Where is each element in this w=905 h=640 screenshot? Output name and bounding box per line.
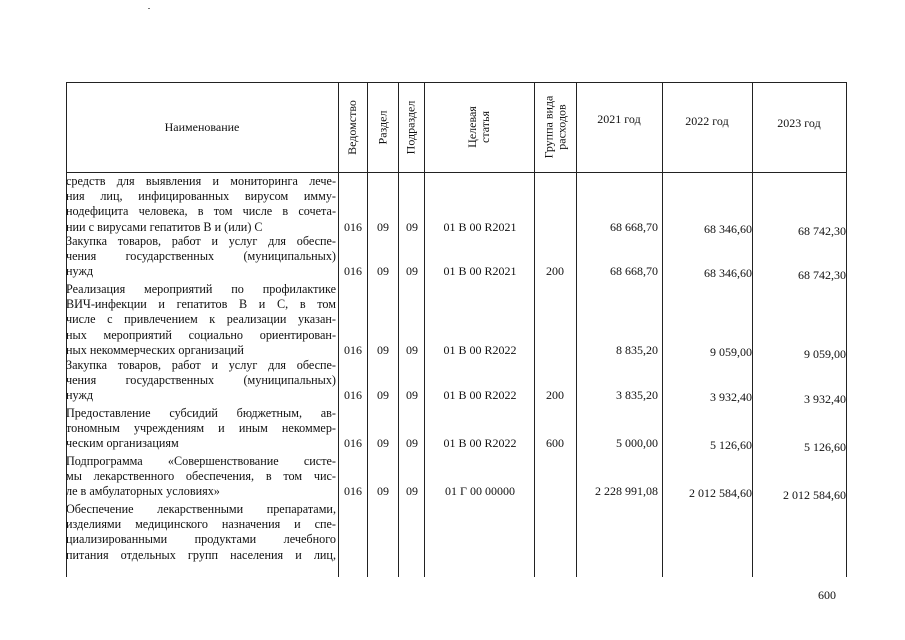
year-2021-cell: 68 668,70 bbox=[610, 219, 658, 234]
row-name bbox=[66, 234, 336, 280]
year-2023-cell: 5 126,60 bbox=[804, 440, 846, 455]
celevaya-statya-cell: 01 В 00 R2022 bbox=[443, 436, 517, 451]
row-name-line: тономным учреждениям и иным некоммер- bbox=[66, 421, 336, 436]
razdel-cell: 09 bbox=[377, 436, 389, 451]
row-name-line: чения государственных (муниципальных) bbox=[66, 373, 336, 388]
celevaya-statya-cell: 01 В 00 R2022 bbox=[443, 342, 517, 357]
razdel-cell: 09 bbox=[377, 484, 389, 499]
podrazdel-cell: 09 bbox=[406, 342, 418, 357]
razdel-cell: 09 bbox=[377, 264, 389, 279]
row-name-line: чения государственных (муниципальных) bbox=[66, 249, 336, 264]
vedomstvo-cell: 016 bbox=[344, 264, 362, 279]
row-name-line: Предоставление субсидий бюджетным, ав- bbox=[66, 406, 336, 420]
year-2021-cell: 3 835,20 bbox=[616, 388, 658, 403]
row-name-line: нодефицита человека, в том числе в сочета- bbox=[66, 204, 336, 219]
celevaya-statya-cell: 01 Г 00 00000 bbox=[445, 484, 515, 499]
year-2022-cell: 5 126,60 bbox=[710, 438, 752, 453]
row-name-line: питания отдельных групп населения и лиц, bbox=[66, 547, 336, 562]
header-celevaya-statya: Целевая статья bbox=[464, 106, 492, 148]
header-vedomstvo: Ведомство bbox=[345, 99, 360, 155]
vedomstvo-cell: 016 bbox=[344, 342, 362, 357]
row-name-line: мы лекарственного обеспечения, в том чис- bbox=[66, 469, 336, 484]
celevaya-statya-cell: 01 В 00 R2021 bbox=[443, 219, 517, 234]
celevaya-statya-cell: 01 В 00 R2021 bbox=[443, 264, 517, 279]
header-year-2023: 2023 год bbox=[777, 115, 821, 130]
row-name-line: Подпрограмма «Совершенствование систе- bbox=[66, 454, 336, 468]
row-name-line: ных некоммерческих организаций bbox=[66, 342, 244, 357]
gruppa-rashodov-cell: 200 bbox=[546, 388, 564, 403]
podrazdel-cell: 09 bbox=[406, 484, 418, 499]
year-2023-cell: 3 932,40 bbox=[804, 392, 846, 407]
header-year-2022: 2022 год bbox=[685, 113, 729, 128]
year-2022-cell: 9 059,00 bbox=[710, 344, 752, 359]
row-name bbox=[66, 174, 336, 235]
row-name-line: изделиями медицинского назначения и спе- bbox=[66, 517, 336, 532]
row-name-line: нии с вирусами гепатитов В и (или) С bbox=[66, 219, 263, 234]
celevaya-statya-cell: 01 В 00 R2022 bbox=[443, 388, 517, 403]
vedomstvo-cell: 016 bbox=[344, 219, 362, 234]
vedomstvo-cell: 016 bbox=[344, 388, 362, 403]
year-2023-cell: 2 012 584,60 bbox=[783, 488, 846, 503]
row-name-line: циализированными продуктами лечебного bbox=[66, 532, 336, 547]
row-name bbox=[66, 454, 336, 500]
podrazdel-cell: 09 bbox=[406, 436, 418, 451]
row-name-line: ных мероприятий социально ориентирован- bbox=[66, 327, 336, 342]
header-gruppa-rashodov: Группа вида расходов bbox=[541, 95, 568, 159]
header-bottom-border bbox=[66, 172, 847, 173]
row-name-line: нужд bbox=[66, 264, 94, 279]
col-border bbox=[846, 82, 847, 577]
row-name bbox=[66, 358, 336, 404]
header-razdel: Раздел bbox=[375, 110, 390, 144]
gruppa-rashodov-cell: 200 bbox=[546, 264, 564, 279]
scan-speck bbox=[148, 8, 150, 9]
row-name-line: ния лиц, инфицированных вирусом имму- bbox=[66, 189, 336, 204]
row-name-line: ческим организациям bbox=[66, 436, 179, 451]
row-name-line: ВИЧ-инфекции и гепатитов В и С, в том bbox=[66, 297, 336, 312]
row-name bbox=[66, 406, 336, 452]
year-2022-cell: 2 012 584,60 bbox=[689, 486, 752, 501]
vedomstvo-cell: 016 bbox=[344, 484, 362, 499]
razdel-cell: 09 bbox=[377, 219, 389, 234]
podrazdel-cell: 09 bbox=[406, 388, 418, 403]
row-name-line: числе с привлечением к реализации указан- bbox=[66, 312, 336, 327]
podrazdel-cell: 09 bbox=[406, 219, 418, 234]
podrazdel-cell: 09 bbox=[406, 264, 418, 279]
year-2023-cell: 68 742,30 bbox=[798, 268, 846, 283]
row-name-line: средств для выявления и мониторинга лече- bbox=[66, 174, 336, 188]
row-name-line: нужд bbox=[66, 388, 94, 403]
vedomstvo-cell: 016 bbox=[344, 436, 362, 451]
year-2021-cell: 5 000,00 bbox=[616, 436, 658, 451]
row-name-line: Закупка товаров, работ и услуг для обеспе- bbox=[66, 234, 336, 248]
header-year-2021: 2021 год bbox=[597, 111, 641, 126]
year-2022-cell: 3 932,40 bbox=[710, 390, 752, 405]
row-name-line: Закупка товаров, работ и услуг для обеспе- bbox=[66, 358, 336, 372]
gruppa-rashodov-cell: 600 bbox=[546, 436, 564, 451]
year-2021-cell: 68 668,70 bbox=[610, 264, 658, 279]
razdel-cell: 09 bbox=[377, 342, 389, 357]
row-name bbox=[66, 502, 336, 563]
header-name: Наименование bbox=[164, 119, 240, 134]
budget-table bbox=[66, 82, 847, 577]
year-2023-cell: 68 742,30 bbox=[798, 223, 846, 238]
year-2021-cell: 2 228 991,08 bbox=[595, 484, 658, 499]
page-number: 600 bbox=[818, 588, 836, 602]
row-name-line: Реализация мероприятий по профилактике bbox=[66, 282, 336, 296]
header-podrazdel: Подраздел bbox=[403, 100, 418, 154]
razdel-cell: 09 bbox=[377, 388, 389, 403]
year-2021-cell: 8 835,20 bbox=[616, 342, 658, 357]
row-name bbox=[66, 282, 336, 358]
year-2022-cell: 68 346,60 bbox=[704, 266, 752, 281]
year-2022-cell: 68 346,60 bbox=[704, 221, 752, 236]
row-name-line: Обеспечение лекарственными препаратами, bbox=[66, 502, 336, 516]
year-2023-cell: 9 059,00 bbox=[804, 346, 846, 361]
row-name-line: ле в амбулаторных условиях» bbox=[66, 484, 220, 499]
